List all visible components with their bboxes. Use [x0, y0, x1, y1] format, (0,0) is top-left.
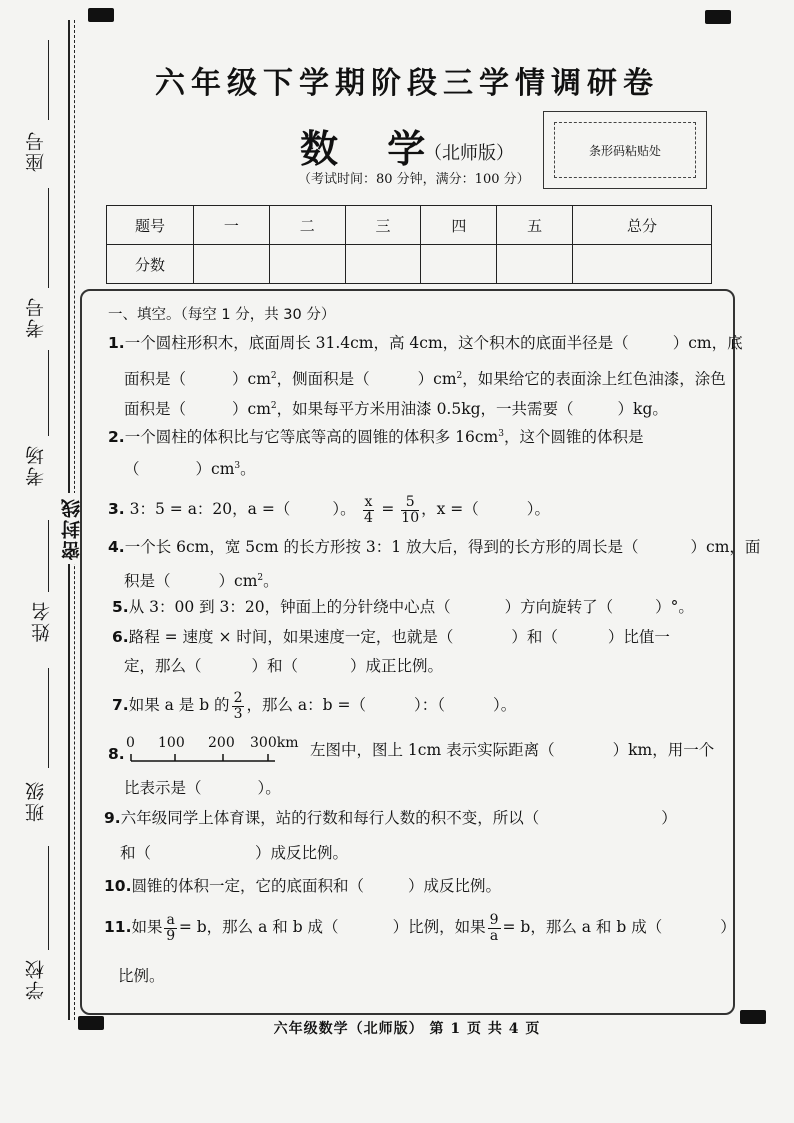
- question-number: 7.: [112, 696, 129, 714]
- superscript: 2: [456, 371, 463, 381]
- question-11-line-2: 比例。: [118, 967, 165, 985]
- numerator: x: [364, 493, 373, 510]
- question-text: ，如果给它的表面涂上红色油漆，涂色: [462, 370, 726, 389]
- question-text: 一个圆柱的体积比与它等底等高的圆锥的体积多 16cm: [124, 428, 499, 447]
- superscript: 2: [270, 371, 277, 381]
- edition-label: （北师版）: [424, 143, 514, 164]
- question-4-line-1: [108, 537, 760, 557]
- question-text: ）成正比例。: [350, 657, 444, 675]
- seal-line-label: 密封线: [58, 493, 85, 564]
- score-table-cell: 总分: [573, 206, 712, 245]
- barcode-area: [543, 111, 707, 189]
- question-text: ）和（: [511, 628, 558, 646]
- school-line[interactable]: [48, 846, 49, 950]
- question-text: ）比值一: [607, 628, 670, 646]
- question-6-line-1: [112, 627, 670, 647]
- question-text: 从 3：00 到 3：20，钟面上的分针绕中心点（: [128, 598, 451, 616]
- question-number: 4.: [108, 538, 125, 556]
- question-text: ）cm: [232, 370, 271, 389]
- question-text: ）成反比例。: [407, 877, 501, 895]
- question-text: 路程 = 速度 × 时间，如果速度一定，也就是（: [128, 628, 454, 646]
- numerator: 9: [489, 911, 499, 928]
- exam-room-line[interactable]: [48, 350, 49, 436]
- denominator: a: [489, 927, 499, 944]
- question-text: ，如果每平方米用油漆 0.5kg，一共需要（: [276, 400, 574, 419]
- score-input-cell[interactable]: [421, 245, 497, 284]
- question-text: ）cm，面: [690, 538, 761, 556]
- question-text: ，侧面积是（: [276, 370, 370, 389]
- question-number: 2.: [108, 428, 125, 447]
- numerator: 2: [233, 689, 243, 706]
- question-number: 6.: [112, 628, 129, 646]
- question-text: （: [124, 460, 140, 479]
- question-text: 如果 a 是 b 的: [128, 696, 230, 714]
- score-table-cell: 题号: [107, 206, 194, 245]
- denominator: 4: [364, 509, 373, 526]
- denominator: 9: [166, 927, 176, 944]
- exam-number-label: 考号: [25, 296, 47, 338]
- question-text: 面积是（: [124, 370, 187, 389]
- question-text: 如果: [131, 918, 163, 936]
- scale-tick-label: 0: [126, 735, 135, 751]
- question-text: 定，那么（: [124, 657, 202, 675]
- question-text: ）和（: [251, 657, 299, 675]
- question-9-line-2: [120, 843, 348, 863]
- question-text: ，那么 a：b =（: [246, 696, 366, 714]
- equals-sign: =: [381, 500, 395, 518]
- score-input-cell[interactable]: [269, 245, 345, 284]
- question-text: 积是（: [124, 572, 171, 591]
- page-title: 六年级下学期阶段三学情调研卷: [155, 66, 659, 101]
- question-text: ，这个圆锥的体积是: [503, 428, 644, 447]
- question-text: 比表示是（: [124, 779, 202, 797]
- score-table-header-row: [107, 206, 712, 245]
- question-text: ）。: [257, 779, 281, 797]
- question-number: 10.: [104, 877, 132, 895]
- question-text: = b，那么 a 和 b 成（: [178, 918, 339, 936]
- class-line[interactable]: [48, 668, 49, 768]
- superscript: 3: [234, 461, 241, 471]
- question-text: = b，那么 a 和 b 成（: [502, 918, 663, 936]
- denominator: 3: [233, 705, 243, 722]
- question-text: 。: [240, 460, 256, 479]
- scale-tick-label: 200: [208, 735, 235, 751]
- question-text: 左图中，图上 1cm 表示实际距离（: [310, 741, 555, 759]
- score-input-cell[interactable]: [194, 245, 270, 284]
- question-5: [112, 597, 694, 617]
- question-9-line-1: [104, 808, 677, 828]
- name-label: 姓名: [31, 600, 53, 642]
- question-10: [104, 876, 501, 896]
- question-11-line-1: [104, 910, 736, 944]
- question-text: ）cm，底: [672, 334, 743, 352]
- seat-number-label: 座号: [25, 130, 47, 172]
- score-input-cell[interactable]: [497, 245, 573, 284]
- registration-mark-top-left: [88, 8, 114, 22]
- question-text: ）方向旋转了（: [504, 598, 614, 616]
- scale-line: [128, 751, 278, 765]
- score-table-cell: 一: [194, 206, 270, 245]
- question-2-line-2: [124, 456, 256, 479]
- exam-info: （考试时间：80 分钟，满分：100 分）: [298, 172, 530, 187]
- score-table-cell: 分数: [107, 245, 194, 284]
- question-text: ，x =（: [421, 500, 479, 518]
- barcode-label: 条形码粘贴处: [554, 122, 696, 178]
- question-number: 9.: [104, 809, 121, 827]
- section-title: 一、填空。（每空 1 分，共 30 分）: [108, 307, 336, 323]
- question-1-line-2: [124, 366, 726, 389]
- question-number: 1.: [108, 334, 125, 352]
- numerator: a: [166, 911, 175, 928]
- question-7: [112, 688, 516, 722]
- school-label: 学校: [25, 958, 47, 1000]
- page-footer: 六年级数学（北师版） 第 1 页 共 4 页: [273, 1021, 541, 1037]
- question-2-line-1: [108, 424, 643, 447]
- question-text: 一个长 6cm，宽 5cm 的长方形按 3：1 放大后，得到的长方形的周长是（: [124, 538, 639, 556]
- numerator: 5: [401, 495, 419, 511]
- exam-room-label: 考场: [25, 444, 47, 486]
- score-input-cell[interactable]: [345, 245, 421, 284]
- score-table-score-row: [107, 245, 712, 284]
- question-8-number: 8.: [108, 745, 125, 763]
- question-text: ）: [720, 918, 736, 936]
- question-number: 5.: [112, 598, 129, 616]
- question-text: ）比例，如果: [392, 918, 486, 936]
- denominator: 10: [401, 509, 420, 526]
- name-line[interactable]: [48, 520, 49, 592]
- score-input-cell[interactable]: [573, 245, 712, 284]
- question-text: ）cm: [417, 370, 457, 389]
- question-4-line-2: [124, 568, 279, 591]
- question-8-line-1: [310, 740, 714, 760]
- scale-tick-label: 100: [158, 735, 185, 751]
- question-text: ）。: [332, 500, 356, 518]
- question-6-line-2: [124, 656, 443, 676]
- superscript: 3: [498, 429, 504, 439]
- fraction: [232, 691, 245, 722]
- question-text: 圆锥的体积一定，它的底面积和（: [131, 877, 364, 895]
- question-number: 3.: [108, 500, 125, 518]
- question-1-line-3: [124, 396, 668, 419]
- question-text: ）cm: [232, 400, 271, 419]
- score-table-cell: 三: [345, 206, 421, 245]
- registration-mark-top-right: [705, 10, 731, 24]
- exam-number-line[interactable]: [48, 188, 49, 288]
- question-text: ）成反比例。: [255, 844, 349, 862]
- fraction: [164, 913, 176, 944]
- score-table: [106, 205, 712, 284]
- scale-tick-label: 300km: [250, 735, 299, 751]
- superscript: 2: [257, 573, 264, 583]
- question-8-line-2: [124, 778, 281, 798]
- score-table-cell: 二: [269, 206, 345, 245]
- question-text: ）°。: [655, 598, 694, 616]
- superscript: 2: [270, 401, 277, 411]
- score-table-cell: 五: [497, 206, 573, 245]
- question-text: ）。: [493, 696, 517, 714]
- question-text: ）km，用一个: [612, 741, 715, 759]
- fraction: [363, 495, 375, 526]
- question-1-line-1: [108, 333, 743, 353]
- question-number: 11.: [104, 918, 132, 936]
- fraction: [488, 913, 501, 944]
- score-table-cell: 四: [421, 206, 497, 245]
- question-text: 。: [263, 572, 279, 591]
- question-text: 面积是（: [124, 400, 187, 419]
- question-text: ）cm: [195, 460, 235, 479]
- class-label: 班级: [25, 780, 47, 822]
- subject-title: 数 学: [300, 127, 444, 171]
- question-text: 3：5 = a：20，a =（: [129, 500, 291, 518]
- question-3: [108, 492, 550, 526]
- question-text: ）: [661, 809, 677, 827]
- question-text: ）：（: [414, 696, 446, 714]
- question-text: 和（: [120, 844, 152, 862]
- question-text: ）cm: [218, 572, 258, 591]
- question-text: ）。: [526, 500, 551, 518]
- fraction: [401, 495, 419, 526]
- question-text: 六年级同学上体育课，站的行数和每行人数的积不变，所以（: [120, 809, 540, 827]
- question-text: ）kg。: [617, 400, 668, 419]
- question-text: 一个圆柱形积木，底面周长 31.4cm，高 4cm，这个积木的底面半径是（: [124, 334, 629, 352]
